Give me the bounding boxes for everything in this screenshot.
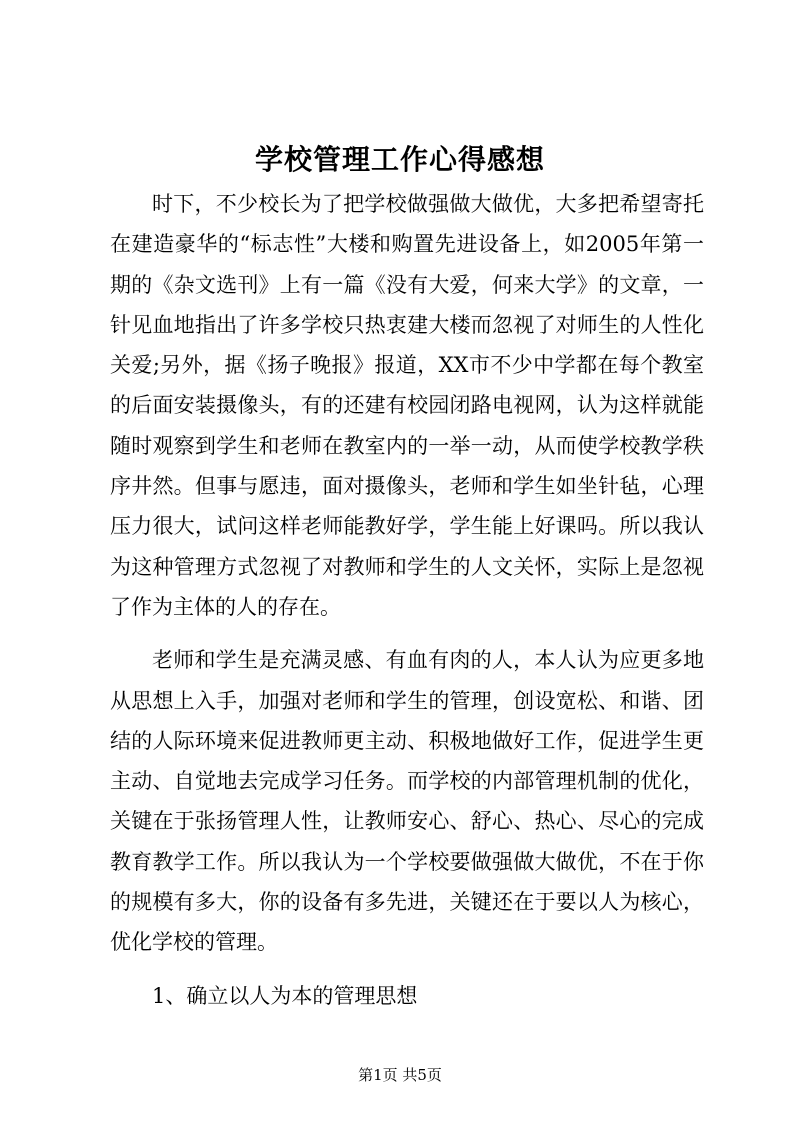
- document-body: [110, 184, 704, 1016]
- paragraph-2: 老师和学生是充满灵感、有血有肉的人，本人认为应更多地从思想上入手，加强对老师和学生的管理，创设宽松、和谐、团结的人际环境来促进教师更主动、积极地做好工作，促进学生更主动、自觉地去完成学习任务。而学校的内部管理机制的优化，关键在于张扬管理人性，让教师安心、舒心、热心、尽心的完成教育教学工作。所以我认为一个学校要做强做大做优，不在于你的规模有多大，你的设备有多先进，关键还在于要以人为核心，优化学校的管理。: [110, 648, 704, 955]
- paragraph-1: 时下，不少校长为了把学校做强做大做优，大多把希望寄托在建造豪华的“标志性”大楼和购置先进设备上，如2005年第一期的《杂文选刊》上有一篇《没有大爱，何来大学》的文章，一针见血地指出了许多学校只热衷建大楼而忽视了对师生的人性化关爱;另外，据《扬子晚报》报道，XX市不少中学都在每个教室的后面安装摄像头，有的还建有校园闭路电视网，认为这样就能随时观察到学生和老师在教室内的一举一动，从而使学校教学秩序井然。但事与愿违，面对摄像头，老师和学生如坐针毡，心理压力很大，试问这样老师能教好学，学生能上好课吗。所以我认为这种管理方式忽视了对教师和学生的人文关怀，实际上是忽视了作为主体的人的存在。: [110, 192, 704, 619]
- document-title: 学校管理工作心得感想: [254, 143, 545, 176]
- section-heading: 1、确立以人为本的管理思想: [152, 983, 418, 1008]
- page-number-footer: 第1页 共5页: [358, 1066, 442, 1084]
